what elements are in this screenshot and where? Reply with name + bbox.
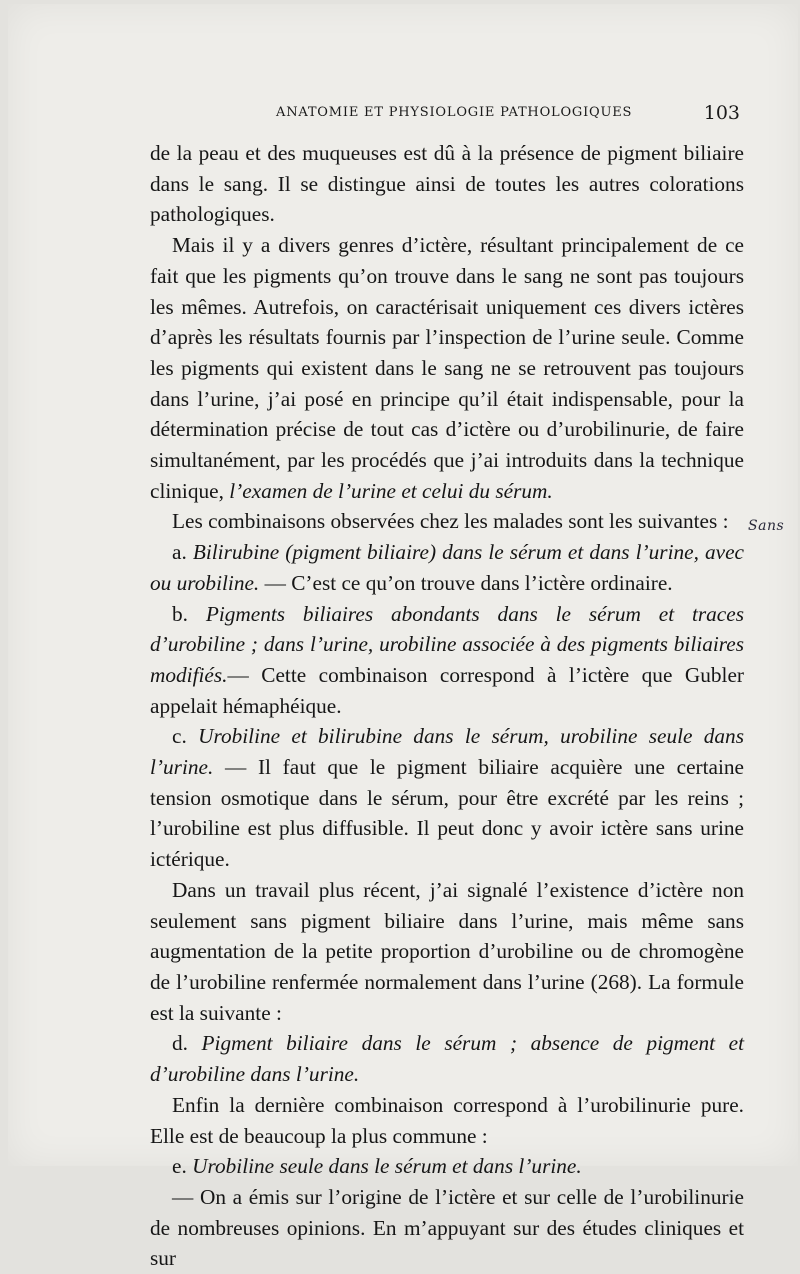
page-body [150,138,744,1274]
list-item-a [150,537,744,598]
paragraph-derniere-combinaison: Enfin la dernière combinaison correspond à l’urobilinurie pure. Elle est de beaucoup la plus commune : [150,1092,744,1148]
item-emphasis: Pigment biliaire dans le sérum ; absence de pigment et d’urobiline dans l’urine. [150,1031,744,1087]
item-label: e. [172,1154,193,1179]
item-emphasis: Pigments biliaires abondants dans le sérum et traces d’urobiline ; dans l’urine, urobiline associée à des pigments biliaires modifiés. [150,601,745,687]
item-label: d. [172,1031,202,1056]
paragraph-combinaisons: Les combinaisons observées chez les malades sont les suivantes : [172,509,729,534]
paragraph-continuation: de la peau et des muqueuses est dû à la présence de pigment biliaire dans le sang. Il se distingue ainsi de toutes les autres colorations pathologiques. [150,141,744,227]
list-item-d [150,1028,744,1089]
handwritten-margin-note: Sans [748,518,785,534]
item-emphasis: Bilirubine (pigment biliaire) dans le sérum et dans l’urine, avec ou urobiline. [150,540,744,595]
item-label: c. [172,724,199,749]
paragraph-travail-recent: Dans un travail plus récent, j’ai signalé l’existence d’ictère non seulement sans pigment biliaire dans l’urine, mais même sans augmentation de la petite proportion d’urobiline ou de chromogène de l’urobiline renfermée normalement dans l’urine (268). La formule est la suivante : [150,877,744,1025]
list-item-e [150,1151,744,1182]
item-label: b. [172,601,206,626]
paragraph-ictere-genres [150,230,744,506]
page-number: 103 [703,102,740,124]
item-label: a. [172,540,193,565]
list-item-b [150,599,744,722]
running-header [150,102,744,126]
item-text: — Cette combinaison correspond à l’ictère que Gubler appelait hémaphéique. [150,662,744,718]
item-emphasis: Urobiline et bilirubine dans le sérum, urobiline seule dans l’urine. [150,724,744,780]
item-text: — Il faut que le pigment biliaire acquière une certaine tension osmotique dans le sérum, pour être excrété par les reins ; l’urobiline est plus diffusible. Il peut donc y avoir ictère sans urine ictérique. [150,755,744,872]
header-title: ANATOMIE ET PHYSIOLOGIE PATHOLOGIQUES [276,105,633,120]
list-item-c [150,721,744,875]
paragraph-text: Mais il y a divers genres d’ictère, résultant principalement de ce fait que les pigments qu’on trouve dans le sang ne sont pas toujours les mêmes. Autrefois, on caractérisait uniquement ces divers ictères d’après les résultats fournis par l’inspection de l’urine seule. Comme les pigments qui existent dans le sang ne se retrouvent pas toujours dans l’urine, j’ai posé en principe qu’il était indispensable, pour la détermination précise de tout cas d’ictère ou d’urobilinurie, de faire simultanément, par les procédés que j’ai introduits dans la technique clinique, [150,233,744,503]
paragraph-emphasis: l’examen de l’urine et celui du sérum. [229,478,553,503]
item-emphasis: Urobiline seule dans le sérum et dans l’urine. [192,1154,582,1179]
item-text: — C’est ce qu’on trouve dans l’ictère ordinaire. [259,570,673,595]
paragraph-origine: — On a émis sur l’origine de l’ictère et sur celle de l’urobilinurie de nombreuses opinions. En m’appuyant sur des études cliniques et sur [150,1184,744,1271]
